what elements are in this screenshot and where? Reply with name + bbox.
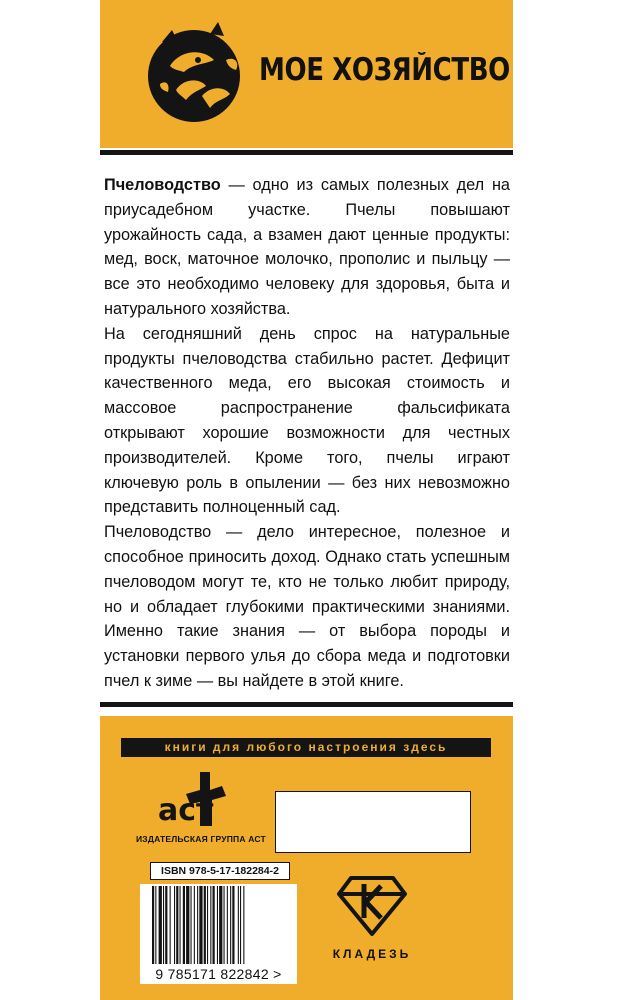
barcode-bar (204, 886, 206, 964)
barcode-bar (199, 886, 202, 964)
barcode-bar (243, 886, 244, 964)
barcode-bar (191, 886, 192, 964)
barcode-bar (210, 886, 211, 964)
svg-text:аст: аст (158, 793, 214, 828)
farm-animals-emblem-icon (140, 20, 248, 128)
barcode-bar (180, 886, 181, 964)
barcode-bar (183, 886, 185, 964)
barcode-bar (217, 886, 218, 964)
barcode-bar (227, 886, 228, 964)
publisher-footer (100, 716, 513, 1000)
paragraph-3: Пчеловодство — дело интересное, полезное и способное приносить доход. Однако стать успешным пчеловодом могут те, кто не только любит природу, но и обладает глубокими практическими знаниями. Именно такие знания — от выбора породы и установки первого улья до сбора меда и подготовки пчел к зиме — вы найдете в этой книге. (104, 523, 510, 690)
divider-top (100, 150, 513, 155)
lead-word: Пчеловодство (104, 176, 221, 194)
ast-logo-icon (156, 768, 246, 830)
imprint-name: КЛАДЕЗЬ (332, 947, 412, 961)
barcode-bar (230, 886, 231, 964)
annotation-text (104, 173, 510, 694)
barcode-bar (155, 886, 156, 964)
barcode-bar (165, 886, 167, 964)
paragraph-2: На сегодняшний день спрос на натуральные продукты пчеловодства стабильно растет. Дефицит качественного меда, его высокая стоимость и массовое распространение фальсификата открывают хорошие возможности для честных производителей. Кроме того, пчелы играют ключевую роль в опылении — без них невозможно представить полноценный сад. (104, 324, 510, 517)
paragraph-1-text: — одно из самых полезных дел на приусадебном участке. Пчелы повышают урожайность сада, а взамен дают ценные продукты: мед, воск, маточное молочко, прополис и пыльцу — все это необходимо человеку для здоровья, быта и натурального хозяйства. (104, 176, 510, 318)
barcode-block (140, 862, 297, 984)
barcode-bar (240, 886, 241, 964)
barcode-bars (150, 886, 288, 964)
barcode-bar (207, 886, 208, 964)
barcode-bar (238, 886, 239, 964)
barcode-bar (219, 886, 222, 964)
barcode-digits: 9 785171 822842 > (155, 966, 282, 982)
isbn-label: ISBN 978-5-17-182284-2 (150, 862, 290, 880)
barcode-bar (232, 886, 234, 964)
barcode-bar (197, 886, 198, 964)
barcode-bar (176, 886, 178, 964)
divider-bottom (100, 702, 513, 707)
barcode-bar (224, 886, 225, 964)
barcode-bar (159, 886, 162, 964)
price-sticker-area (275, 791, 471, 853)
barcode-bar (163, 886, 164, 964)
series-title: МОЕ ХОЗЯЙСТВО (259, 52, 510, 88)
paragraph-1 (104, 173, 510, 322)
barcode-bar (152, 886, 154, 964)
tagline-strip: книги для любого настроения здесь (121, 738, 491, 757)
barcode-bar (174, 886, 175, 964)
barcode-bar (186, 886, 189, 964)
barcode-bar (170, 886, 171, 964)
kladez-diamond-icon (337, 874, 407, 936)
publisher-name: ИЗДАТЕЛЬСКАЯ ГРУППА АСТ (136, 834, 266, 844)
barcode-bar (213, 886, 215, 964)
barcode-bar (194, 886, 195, 964)
